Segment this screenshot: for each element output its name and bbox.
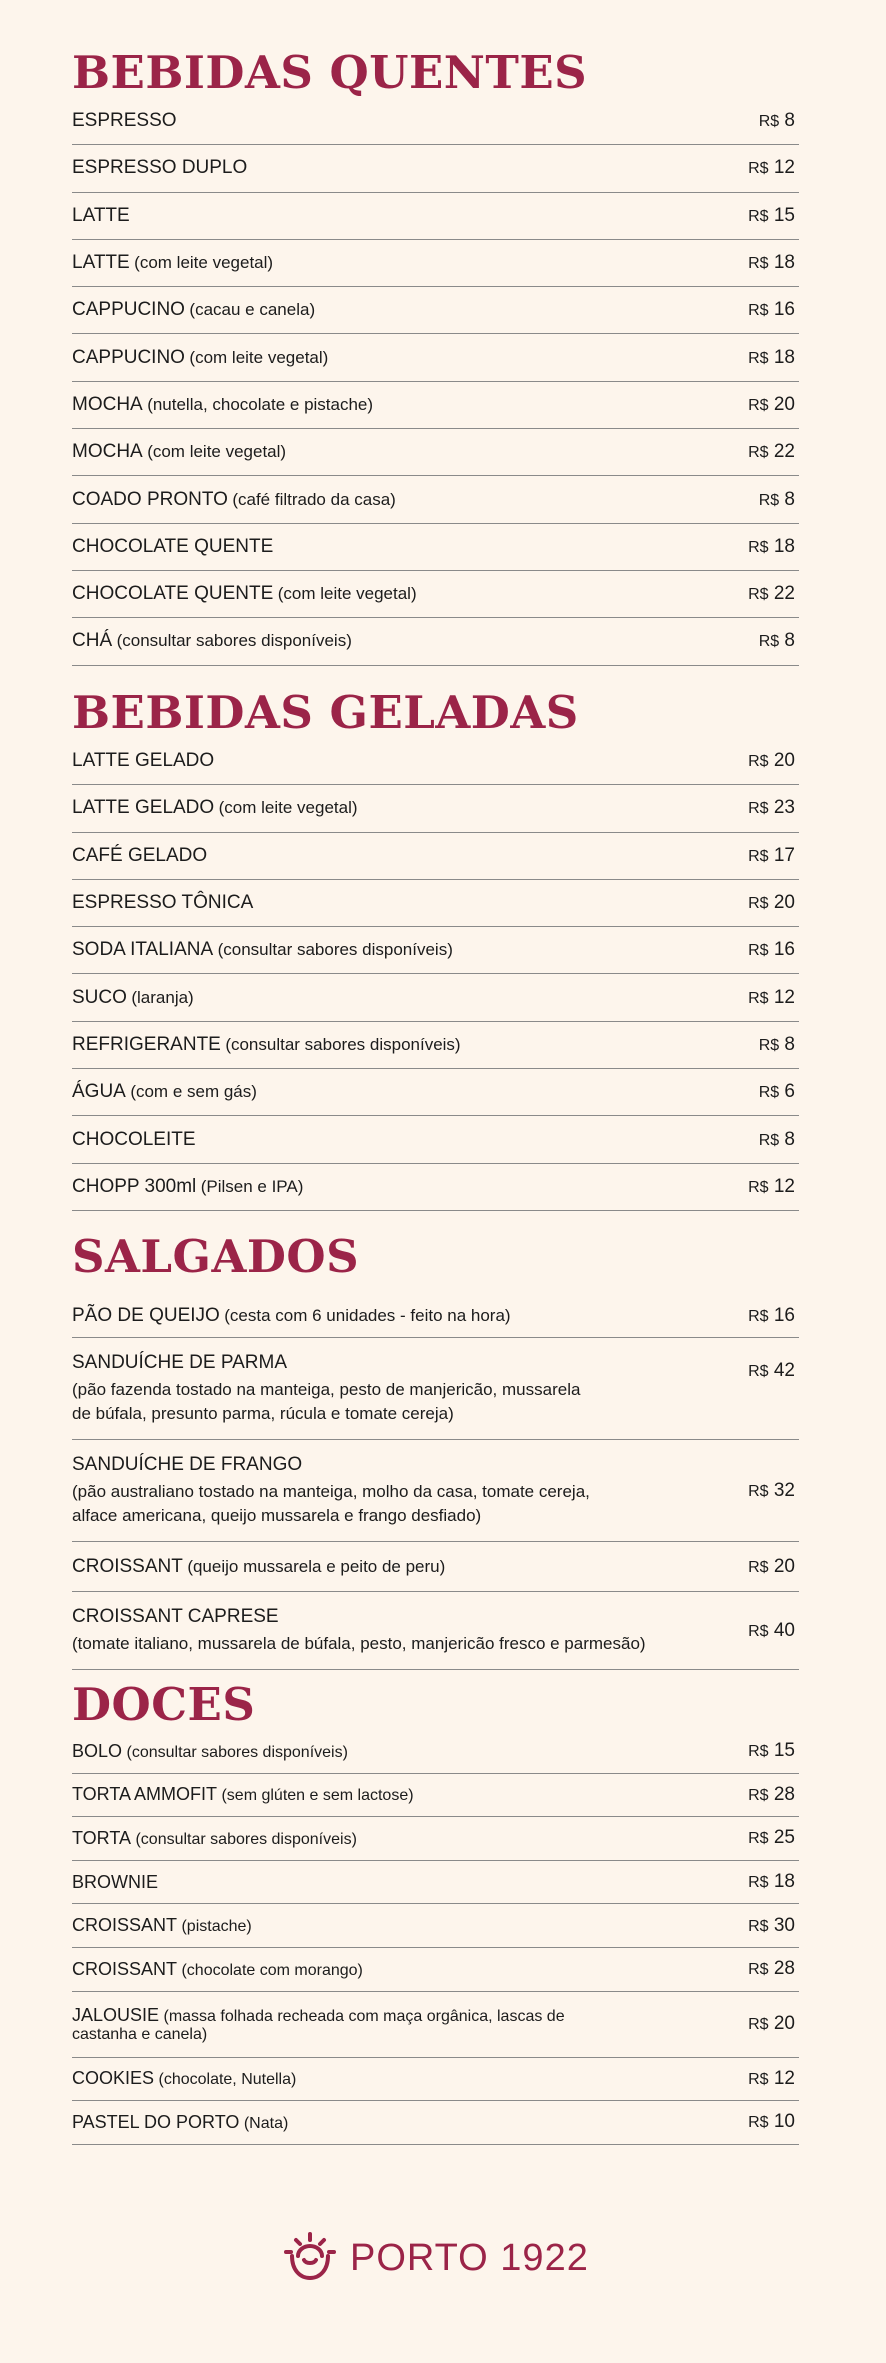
item-name: SUCO: [72, 986, 127, 1008]
item-name: BOLO: [72, 1740, 123, 1761]
item-name: PASTEL DO PORTO: [72, 2111, 240, 2132]
item-note: (com leite vegetal): [189, 347, 329, 367]
item-name: SANDUÍCHE DE PARMA: [72, 1351, 288, 1373]
list-item: [72, 1338, 799, 1440]
item-name: COOKIES: [72, 2068, 155, 2089]
list-item: [72, 618, 799, 665]
list-item: [72, 98, 799, 145]
item-price: R$ 20: [748, 1555, 795, 1577]
item-price: R$ 22: [748, 583, 795, 605]
brand-logo: [284, 2232, 589, 2284]
item-name: ÁGUA: [72, 1081, 126, 1103]
section-hot-drinks: [72, 48, 799, 666]
item-price: R$ 20: [748, 750, 795, 772]
list-item: [72, 524, 799, 571]
list-item: [72, 2101, 799, 2145]
list-item: [72, 833, 799, 880]
item-price: R$ 8: [758, 630, 795, 652]
item-price: R$ 23: [748, 797, 795, 819]
item-price: R$ 15: [748, 1740, 795, 1762]
section-cold-drinks: [72, 688, 799, 1211]
cold-drinks-list: [72, 738, 799, 1211]
item-name: CAFÉ GELADO: [72, 844, 208, 866]
item-price: R$ 20: [748, 2013, 795, 2035]
item-name: ESPRESSO DUPLO: [72, 157, 248, 179]
item-note: (consultar sabores disponíveis): [225, 1034, 461, 1054]
item-name: LATTE: [72, 252, 130, 274]
item-note: (com leite vegetal): [134, 253, 274, 273]
list-item: [72, 1116, 799, 1163]
item-price: R$ 16: [748, 939, 795, 961]
item-price: R$ 18: [748, 346, 795, 368]
item-price: R$ 8: [758, 1033, 795, 1055]
item-price: R$ 30: [748, 1914, 795, 1936]
hot-drinks-list: [72, 98, 799, 666]
item-note: (massa folhada recheada com maça orgânica, lascas de: [163, 2007, 565, 2025]
list-item: [72, 738, 799, 785]
item-name: PÃO DE QUEIJO: [72, 1304, 220, 1326]
item-note: (Nata): [243, 2114, 289, 2132]
item-note: (consultar sabores disponíveis): [126, 1743, 348, 1761]
item-price: R$ 8: [758, 1128, 795, 1150]
list-item: [72, 240, 799, 287]
item-price: R$ 10: [748, 2111, 795, 2133]
item-name: CHÁ: [72, 630, 113, 652]
item-name: BROWNIE: [72, 1871, 159, 1892]
list-item: [72, 1069, 799, 1116]
item-name: REFRIGERANTE: [72, 1033, 221, 1055]
item-name: SODA ITALIANA: [72, 939, 214, 961]
list-item: [72, 382, 799, 429]
list-item: [72, 571, 799, 618]
item-note: (consultar sabores disponíveis): [116, 631, 352, 651]
list-item: [72, 334, 799, 381]
item-description: (pão australiano tostado na manteiga, molho da casa, tomate cereja,: [72, 1481, 590, 1501]
item-description: (pão fazenda tostado na manteiga, pesto de manjericão, mussarela: [72, 1379, 581, 1399]
item-price: R$ 6: [758, 1081, 795, 1103]
item-price: R$ 32: [748, 1479, 795, 1501]
list-item: [72, 2058, 799, 2102]
item-note: (laranja): [131, 987, 194, 1007]
item-note: (com leite vegetal): [218, 798, 358, 818]
item-price: R$ 8: [758, 488, 795, 510]
list-item: [72, 193, 799, 240]
list-item: [72, 476, 799, 523]
item-price: R$ 18: [748, 1871, 795, 1893]
item-price: R$ 20: [748, 393, 795, 415]
item-name: CHOCOLATE QUENTE: [72, 535, 274, 557]
item-name: CROISSANT: [72, 1915, 178, 1936]
item-note: (chocolate, Nutella): [158, 2071, 297, 2089]
brand-name: PORTO 1922: [350, 2236, 589, 2279]
item-note: (com leite vegetal): [147, 442, 287, 462]
list-item: [72, 927, 799, 974]
item-note: (pistache): [181, 1918, 252, 1936]
item-note: (com leite vegetal): [277, 584, 417, 604]
item-price: R$ 12: [748, 2067, 795, 2089]
item-name: ESPRESSO TÔNICA: [72, 892, 254, 914]
item-price: R$ 12: [748, 157, 795, 179]
section-salgados: [72, 1232, 799, 1670]
section-title: DOCES: [72, 1678, 256, 1731]
item-name: JALOUSIE: [72, 2004, 160, 2025]
item-name: MOCHA: [72, 441, 143, 463]
item-name: CROISSANT: [72, 1958, 178, 1979]
list-item: [72, 1992, 799, 2058]
item-price: R$ 12: [748, 986, 795, 1008]
item-name: LATTE GELADO: [72, 750, 215, 772]
item-price: R$ 16: [748, 1304, 795, 1326]
section-doces: [72, 1680, 799, 2145]
doces-list: [72, 1730, 799, 2145]
item-price: R$ 28: [748, 1958, 795, 1980]
item-price: R$ 42: [748, 1360, 795, 1381]
item-note: (nutella, chocolate e pistache): [147, 394, 374, 414]
item-note: (cacau e canela): [189, 300, 316, 320]
item-price: R$ 18: [748, 252, 795, 274]
item-name: CHOCOLATE QUENTE: [72, 583, 274, 605]
item-price: R$ 18: [748, 535, 795, 557]
item-name: CAPPUCINO: [72, 346, 185, 368]
list-item: [72, 1730, 799, 1774]
list-item: [72, 429, 799, 476]
item-price: R$ 20: [748, 892, 795, 914]
item-note: (consultar sabores disponíveis): [135, 1830, 357, 1848]
list-item: [72, 287, 799, 334]
item-name: TORTA AMMOFIT: [72, 1784, 218, 1805]
item-name: LATTE: [72, 204, 130, 226]
item-note: (queijo mussarela e peito de peru): [187, 1556, 446, 1576]
item-note: (chocolate com morango): [181, 1961, 363, 1979]
item-description: de búfala, presunto parma, rúcula e tomate cereja): [72, 1403, 454, 1423]
item-price: R$ 25: [748, 1827, 795, 1849]
item-note: (café filtrado da casa): [232, 489, 396, 509]
list-item: [72, 1904, 799, 1948]
item-name: COADO PRONTO: [72, 488, 228, 510]
list-item: [72, 1817, 799, 1861]
list-item: [72, 1542, 799, 1592]
item-note: (com e sem gás): [130, 1082, 257, 1102]
item-price: R$ 17: [748, 844, 795, 866]
item-name: MOCHA: [72, 393, 143, 415]
list-item: [72, 1440, 799, 1542]
list-item: [72, 974, 799, 1021]
item-price: R$ 22: [748, 441, 795, 463]
section-title: BEBIDAS QUENTES: [72, 46, 588, 99]
item-name: CAPPUCINO: [72, 299, 185, 321]
list-item: [72, 1294, 799, 1338]
item-note: (sem glúten e sem lactose): [221, 1787, 414, 1805]
item-note: (consultar sabores disponíveis): [217, 940, 453, 960]
item-note: (Pilsen e IPA): [200, 1176, 304, 1196]
item-price: R$ 12: [748, 1175, 795, 1197]
item-name: CHOCOLEITE: [72, 1128, 196, 1150]
item-price: R$ 40: [748, 1619, 795, 1641]
list-item: [72, 1774, 799, 1818]
item-price: R$ 15: [748, 204, 795, 226]
sun-cup-logo-icon: [284, 2232, 336, 2284]
list-item: [72, 1022, 799, 1069]
section-title: BEBIDAS GELADAS: [72, 686, 579, 739]
list-item: [72, 1592, 799, 1670]
list-item: [72, 1164, 799, 1211]
section-title: SALGADOS: [72, 1230, 360, 1283]
item-description: (tomate italiano, mussarela de búfala, pesto, manjericão fresco e parmesão): [72, 1633, 646, 1653]
list-item: [72, 1861, 799, 1905]
item-description: alface americana, queijo mussarela e frango desfiado): [72, 1505, 482, 1525]
list-item: [72, 880, 799, 927]
item-note-line2: castanha e canela): [72, 2025, 208, 2043]
item-name: SANDUÍCHE DE FRANGO: [72, 1453, 303, 1475]
item-name: CROISSANT CAPRESE: [72, 1605, 279, 1627]
item-name: LATTE GELADO: [72, 797, 215, 819]
item-price: R$ 8: [758, 110, 795, 132]
item-name: ESPRESSO: [72, 110, 177, 132]
item-name: CHOPP 300ml: [72, 1175, 197, 1197]
list-item: [72, 1948, 799, 1992]
item-note: (cesta com 6 unidades - feito na hora): [224, 1305, 511, 1325]
list-item: [72, 145, 799, 192]
list-item: [72, 785, 799, 832]
item-price: R$ 16: [748, 299, 795, 321]
item-name: TORTA: [72, 1827, 132, 1848]
item-name: CROISSANT: [72, 1555, 183, 1577]
item-price: R$ 28: [748, 1783, 795, 1805]
